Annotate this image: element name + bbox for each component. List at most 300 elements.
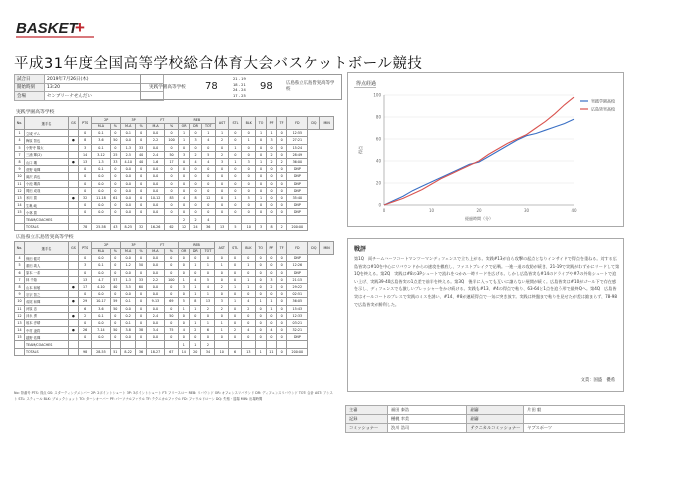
table-cell: 43 (110, 223, 121, 230)
table-cell: 0 (277, 194, 287, 201)
table-cell: 36 (136, 348, 146, 355)
table-cell: 河原 忠 (25, 305, 69, 312)
table-cell: 0-2 (121, 312, 136, 319)
player-row (15, 144, 334, 151)
table-cell: 0 (110, 180, 121, 187)
official-label: 記録 (346, 415, 388, 424)
game-report (347, 238, 624, 392)
table-cell: 40 (136, 158, 147, 165)
table-cell: 67 (165, 348, 179, 355)
table-cell: 0 (242, 202, 256, 209)
table-cell: 0-0 (146, 144, 164, 151)
table-cell: 8 (267, 223, 277, 230)
table-cell: 14 (178, 348, 189, 355)
table-cell: 2 (242, 305, 255, 312)
table-cell: 0-0 (146, 283, 164, 290)
table-cell: 0 (201, 144, 215, 151)
table-cell: 2 (190, 327, 201, 334)
table-cell: 0 (277, 327, 287, 334)
column-header: FT (146, 242, 178, 249)
table-cell: 0-0 (146, 209, 164, 216)
table-cell: 8-22 (121, 348, 136, 355)
table-cell: 50 (136, 262, 146, 269)
table-cell: DNP (287, 209, 308, 216)
table-cell: 0 (190, 209, 201, 216)
table-cell: 0 (267, 144, 277, 151)
table-cell: 菅野 竜輝 (25, 166, 69, 173)
column-header: BLK (242, 242, 255, 255)
table-cell (215, 341, 229, 348)
column-subheader: DR (190, 123, 201, 130)
table-cell: 33 (136, 144, 147, 151)
table-cell: 3 (255, 223, 266, 230)
table-cell: 83 (165, 194, 179, 201)
x-tick-label: 0 (382, 208, 386, 213)
column-header: FD (287, 242, 308, 255)
table-cell: 原本 一希 (25, 269, 69, 276)
official-name: ヤブスポーツ (524, 424, 625, 433)
table-cell: 50 (110, 327, 120, 334)
table-cell: 0 (165, 262, 179, 269)
table-cell: 0 (242, 144, 256, 151)
player-row (15, 291, 334, 298)
player-row (15, 151, 334, 158)
table-cell: TEAM/COACHES (25, 216, 69, 223)
info-value: 13:20 (45, 83, 164, 92)
table-cell (277, 216, 287, 223)
player-row (15, 187, 334, 194)
table-cell: 12 (178, 223, 190, 230)
table-cell: 0 (190, 255, 201, 262)
table-cell: DNP (287, 269, 308, 276)
table-cell: 0 (178, 166, 190, 173)
table-cell: 11 (15, 180, 25, 187)
column-subheader: TOT (201, 123, 215, 130)
table-cell: 3 (266, 276, 276, 283)
table-cell: 5 (178, 298, 189, 305)
table-cell: 0-1 (92, 144, 110, 151)
table-cell (146, 216, 164, 223)
table-cell: 0-0 (121, 305, 136, 312)
table-cell: 0-0 (92, 255, 110, 262)
x-tick-label: 30 (523, 208, 530, 213)
table-cell: 3-12 (92, 151, 110, 158)
table-cell: TOTALS (25, 348, 69, 355)
table-cell (69, 334, 79, 341)
player-row (15, 327, 334, 334)
table-cell: 78 (79, 223, 92, 230)
table-cell: 12 (15, 312, 25, 319)
table-cell (69, 305, 79, 312)
table-cell: 2 (267, 158, 277, 165)
table-cell: 山本 和敏 (25, 283, 69, 290)
table-cell: 12 (15, 187, 25, 194)
table-cell: 5 (229, 223, 242, 230)
table-cell: 13 (15, 319, 25, 326)
table-cell (69, 151, 79, 158)
info-label: 会場 (15, 92, 45, 101)
table-cell: 1 (190, 305, 201, 312)
table-cell: 沖永 勇 (25, 312, 69, 319)
table-cell: 7 (15, 276, 25, 283)
table-cell: 0 (255, 144, 266, 151)
report-author: 文責：国盛 優希 (580, 378, 615, 383)
table-cell: 0 (255, 262, 266, 269)
table-cell: 0 (242, 255, 255, 262)
table-cell: 0-1 (121, 319, 136, 326)
table-cell: 5 (201, 151, 215, 158)
column-header: GS (69, 117, 79, 130)
table-cell: 4 (266, 327, 276, 334)
table-cell: 0 (201, 312, 215, 319)
column-subheader: % (165, 248, 179, 255)
table-cell: 0 (190, 187, 201, 194)
table-cell: 0 (201, 269, 215, 276)
table-cell (277, 341, 287, 348)
table-cell: 33 (136, 276, 146, 283)
table-cell: 0 (242, 312, 255, 319)
player-row (15, 158, 334, 165)
x-tick-label: 40 (571, 208, 577, 213)
table-cell: 12:33 (287, 312, 308, 319)
table-cell: 0 (266, 262, 276, 269)
table-cell (79, 216, 92, 223)
table-cell: 0 (277, 180, 287, 187)
table-cell: 0 (79, 130, 92, 137)
table-cell: 0-1 (121, 298, 136, 305)
totals-row (15, 223, 334, 230)
table-cell: 0-0 (146, 187, 164, 194)
table-cell: 0-0 (121, 255, 136, 262)
column-header: GS (69, 242, 79, 255)
table-cell: 滝沢 真也 (25, 173, 69, 180)
table-cell: 0 (267, 202, 277, 209)
column-header: MIN (320, 242, 334, 255)
table-cell: 0 (201, 209, 215, 216)
column-header: 3P (121, 117, 147, 124)
table-cell (69, 291, 79, 298)
table-cell: 0 (215, 144, 229, 151)
table-cell (92, 341, 110, 348)
official-name: 樋桃 幸美 (388, 415, 467, 424)
table-cell: 0 (255, 269, 266, 276)
column-subheader: % (110, 248, 120, 255)
table-cell: 0-1 (92, 166, 110, 173)
quarter-score: 18 - 21 (233, 82, 246, 87)
table-cell: 1 (178, 130, 190, 137)
table-cell: 0 (178, 269, 189, 276)
table-cell: 0 (110, 209, 121, 216)
table-cell: 0 (178, 144, 190, 151)
table-cell: 10-12 (146, 194, 164, 201)
table-cell: 0 (215, 166, 229, 173)
table-cell: 0 (277, 319, 287, 326)
logo-plus: + (75, 18, 85, 37)
table-cell: 12:26 (287, 262, 308, 269)
player-row (15, 283, 334, 290)
table-cell: 0 (215, 180, 229, 187)
table-cell (69, 202, 79, 209)
info-label: 試合日 (15, 75, 45, 84)
column-header: STL (229, 117, 242, 130)
table-cell: 0 (110, 269, 120, 276)
column-subheader: DR (190, 248, 201, 255)
official-name: 片田 毅 (524, 406, 625, 415)
chart-title: 得点経過 (356, 81, 377, 87)
table-cell: 0 (190, 180, 201, 187)
table-cell (242, 216, 256, 223)
table-cell: 林 千蔭 (25, 276, 69, 283)
table-cell: 0 (178, 312, 189, 319)
table-cell: 5 (15, 144, 25, 151)
logo-text: BASKET (16, 20, 78, 37)
table-cell: 0 (215, 255, 229, 262)
table-cell: 3 (215, 298, 229, 305)
table-cell: 0-0 (146, 305, 164, 312)
table-cell: 0-0 (92, 319, 110, 326)
table-cell: DNP (287, 334, 308, 341)
x-axis-label: 経過時間（分） (465, 216, 493, 221)
table-cell: 2 (215, 305, 229, 312)
table-cell: 0-0 (121, 137, 136, 144)
table-cell: 0 (79, 334, 92, 341)
table-cell: 21:15 (287, 276, 308, 283)
table-cell: 2 (215, 137, 229, 144)
column-header: 選手名 (25, 242, 69, 255)
table-cell: 1 (201, 130, 215, 137)
quarter-score: 24 - 24 (233, 88, 246, 92)
table-cell: 立城 ザム (25, 130, 69, 137)
table-cell (287, 341, 308, 348)
table-cell: 98 (79, 348, 92, 355)
away-score: 98 (260, 81, 273, 92)
table-cell: 3-5 (121, 283, 136, 290)
table-cell: 1 (229, 144, 242, 151)
table-cell: 50 (165, 151, 179, 158)
table-cell: 13 (242, 348, 255, 355)
table-cell: 0-0 (146, 166, 164, 173)
table-cell: 0 (267, 194, 277, 201)
info-value: センブリーナせんだい (45, 92, 164, 101)
column-subheader: OR (178, 248, 189, 255)
table-cell: 3 (79, 144, 92, 151)
table-cell: 0 (242, 180, 256, 187)
table-cell: 山口 颯 (25, 158, 69, 165)
column-header: PF (266, 242, 276, 255)
table-cell (242, 341, 255, 348)
player-row (15, 166, 334, 173)
table-cell: 2 (190, 216, 201, 223)
table-cell: 坂本 淳晴 (25, 319, 69, 326)
table-cell: 1 (255, 194, 266, 201)
table-cell (136, 216, 147, 223)
table-cell: 0 (277, 144, 287, 151)
table-cell (267, 216, 277, 223)
table-cell: 14 (15, 202, 25, 209)
table-cell: 1-6 (146, 158, 164, 165)
table-cell: 1 (266, 298, 276, 305)
player-row (15, 276, 334, 283)
table-cell: 0 (242, 130, 256, 137)
table-cell: 0 (178, 187, 190, 194)
table-cell: 0 (136, 269, 146, 276)
table-cell: 0 (79, 319, 92, 326)
table-cell: 0 (79, 269, 92, 276)
table-cell: 51 (110, 348, 120, 355)
table-cell: 0-0 (121, 166, 136, 173)
table-cell: 0 (178, 209, 190, 216)
table-cell: 0 (229, 202, 242, 209)
table-cell (15, 348, 25, 355)
table-cell: 1 (190, 262, 201, 269)
table-cell: 0 (266, 312, 276, 319)
table-cell: 0 (242, 187, 256, 194)
table-cell: 18-27 (146, 348, 164, 355)
player-row (15, 334, 334, 341)
table-cell: ● (69, 327, 79, 334)
table-cell: 0 (178, 334, 189, 341)
table-cell: 0 (136, 194, 147, 201)
table-cell: 0 (277, 151, 287, 158)
table-cell: 0 (229, 334, 242, 341)
table-cell: 4-10 (92, 283, 110, 290)
table-cell: 0 (242, 151, 256, 158)
table-cell (69, 223, 79, 230)
table-cell: 0-1 (92, 312, 110, 319)
table-cell (121, 341, 136, 348)
table-cell: 米川 寛 (25, 194, 69, 201)
table-cell: 0 (110, 312, 120, 319)
table-cell: 0-0 (146, 319, 164, 326)
table-cell: 32:21 (287, 327, 308, 334)
table-cell: 38 (136, 327, 146, 334)
table-cell: 2 (201, 305, 215, 312)
table-cell: 0 (255, 291, 266, 298)
table-cell: 0 (266, 291, 276, 298)
table-cell: TOTALS (25, 223, 69, 230)
score-progress-chart (347, 72, 624, 227)
table-cell: 0 (136, 137, 147, 144)
table-cell: 29:22 (287, 283, 308, 290)
table-cell: 0 (242, 334, 255, 341)
x-tick-label: 20 (476, 208, 482, 213)
table-cell: 1 (229, 298, 242, 305)
table-cell: 1 (267, 130, 277, 137)
table-cell: 0 (277, 269, 287, 276)
table-cell (69, 187, 79, 194)
table-cell: 1 (255, 298, 266, 305)
table-cell: 小野寺 陽太 (25, 144, 69, 151)
table-cell (110, 216, 121, 223)
table-cell: 36 (201, 223, 215, 230)
table-cell: 0 (267, 166, 277, 173)
table-cell: 0-0 (92, 202, 110, 209)
table-cell: 10 (15, 298, 25, 305)
table-cell: 0 (136, 166, 147, 173)
table-cell: 0 (277, 276, 287, 283)
table-cell: 1 (15, 130, 25, 137)
table-cell: 29 (79, 298, 92, 305)
table-cell (69, 144, 79, 151)
table-cell: 0 (136, 291, 146, 298)
table-cell: 10 (15, 173, 25, 180)
table-cell: 0 (229, 262, 242, 269)
table-cell (229, 341, 242, 348)
table-cell: 8 (190, 298, 201, 305)
team-row (15, 341, 334, 348)
column-header: BLK (242, 117, 256, 130)
y-tick-label: 80 (375, 114, 381, 120)
column-subheader: % (136, 248, 146, 255)
player-row (15, 180, 334, 187)
table-cell: 32 (136, 223, 147, 230)
table-cell (69, 209, 79, 216)
table-cell: 0 (79, 166, 92, 173)
column-header: PF (267, 117, 277, 130)
table-cell: 0 (190, 202, 201, 209)
table-cell: 0 (215, 209, 229, 216)
series-line-2 (384, 97, 574, 205)
table-cell: 0 (229, 130, 242, 137)
player-row (15, 269, 334, 276)
table-cell: 1 (242, 283, 255, 290)
table-cell: 36:00 (287, 158, 308, 165)
table-cell (215, 216, 229, 223)
table-cell: 4 (15, 137, 25, 144)
table-cell: 1 (242, 262, 255, 269)
team1-box-score (14, 116, 334, 231)
table-cell: 0 (110, 334, 120, 341)
column-header: REB (178, 242, 215, 249)
table-cell: 3-6 (92, 305, 110, 312)
column-header: STL (229, 242, 242, 255)
table-cell: 0 (229, 276, 242, 283)
table-cell: 0-0 (121, 291, 136, 298)
table-cell: 13 (79, 276, 92, 283)
column-header: PTS (79, 117, 92, 130)
table-cell: 75 (165, 327, 179, 334)
y-tick-label: 100 (373, 92, 381, 98)
column-subheader: M-A (146, 248, 164, 255)
table-cell: 成尾 和輝 (25, 298, 69, 305)
table-cell: 0-0 (146, 262, 164, 269)
table-cell: 0 (229, 180, 242, 187)
table-cell: 0 (79, 291, 92, 298)
table-cell: 1-2 (121, 262, 136, 269)
table-cell: 0 (277, 202, 287, 209)
table-cell: 0 (215, 202, 229, 209)
table-cell: 40 (110, 283, 120, 290)
official-label: コミッショナー (346, 424, 388, 433)
table-cell: 0 (190, 144, 201, 151)
table-cell: 0 (178, 173, 190, 180)
table-cell: 2-5 (121, 151, 136, 158)
table-cell: 1 (255, 348, 266, 355)
table-cell: 0 (215, 194, 229, 201)
column-header: TO (255, 117, 266, 130)
table-cell: 0 (255, 187, 266, 194)
table-cell: 0 (110, 319, 120, 326)
column-subheader: % (136, 123, 147, 130)
table-cell: 1 (215, 130, 229, 137)
table-cell: 0 (229, 151, 242, 158)
table-cell (69, 130, 79, 137)
table-cell: 1 (178, 305, 189, 312)
table-cell: 2 (277, 223, 287, 230)
table-cell: 34 (201, 348, 215, 355)
table-cell: 0 (242, 209, 256, 216)
column-subheader: M-A (146, 123, 164, 130)
